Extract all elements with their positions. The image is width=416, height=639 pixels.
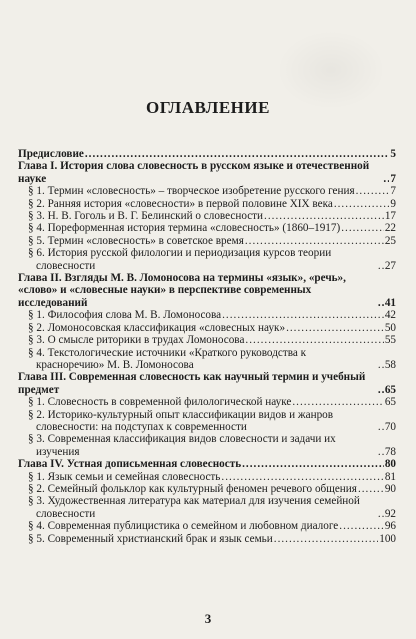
dot-leader — [242, 458, 384, 470]
dot-leader — [274, 533, 378, 545]
toc-entry-section — [18, 347, 396, 372]
toc-entry-text: Глава IV. Устная дописьменная словесность — [18, 458, 242, 471]
toc-entry-page: 55 — [384, 334, 396, 347]
toc-entry-page: 96 — [384, 520, 396, 533]
toc-entry-text: § 3. Современная классификация видов словесности и задачи их изучения — [28, 433, 336, 458]
dot-leader — [378, 446, 384, 458]
toc-entry-page: 65 — [384, 396, 396, 409]
dot-leader — [356, 185, 390, 197]
toc-entry-section — [18, 433, 396, 458]
page-title: ОГЛАВЛЕНИЕ — [146, 98, 270, 117]
toc-entry-text: § 2. Ранняя история «словесности» в первой половине XIX века — [28, 197, 333, 210]
toc-entry-page: 42 — [384, 309, 396, 322]
toc-entry-text: § 2. Историко-культурный опыт классификации видов и жанров словесности: на подступах к современности — [28, 408, 334, 433]
toc-entry-section — [18, 533, 396, 545]
toc-entry-section — [18, 222, 396, 234]
dot-leader — [286, 322, 384, 334]
table-of-contents — [18, 148, 396, 545]
toc-entry-section — [18, 520, 396, 532]
dot-leader — [221, 471, 383, 483]
toc-entry-page: 27 — [384, 259, 396, 272]
toc-entry-text: Глава III. Современная словесность как научный термин и учебный предмет — [18, 371, 366, 396]
toc-entry-text: § 1. Словесность в современной филологической науке — [28, 396, 292, 409]
dot-leader — [341, 222, 384, 234]
toc-entry-section — [18, 185, 396, 197]
toc-entry-page: 70 — [384, 420, 396, 433]
toc-entry-section — [18, 198, 396, 210]
toc-entry-text: § 1. Философия слова М. В. Ломоносова — [28, 309, 222, 322]
toc-entry-section — [18, 471, 396, 483]
toc-entry-section — [18, 235, 396, 247]
toc-entry-page: 65 — [384, 383, 396, 396]
toc-entry-text: § 1. Язык семьи и семейная словесность — [28, 470, 221, 483]
dot-leader — [334, 198, 390, 210]
toc-entry-page: 92 — [384, 507, 396, 520]
toc-entry-text: § 4. Текстологические источники «Краткого руководства к красноречию» М. В. Ломоносова — [28, 346, 307, 371]
toc-entry-page: 7 — [390, 185, 396, 198]
toc-entry-page: 25 — [384, 234, 396, 247]
toc-entry-preface — [18, 148, 396, 160]
toc-entry-text: § 5. Современный христианский брак и язык семьи — [28, 532, 273, 545]
dot-leader — [378, 297, 384, 309]
toc-entry-text: Глава II. Взгляды М. В. Ломоносова на термины «язык», «речь», «слово» и «словесные науки» в перспективе современных исследований — [18, 272, 346, 309]
toc-entry-page: 9 — [390, 197, 396, 210]
toc-entry-section — [18, 409, 396, 434]
toc-entry-page: 81 — [384, 470, 396, 483]
toc-entry-section — [18, 247, 396, 272]
dot-leader — [378, 260, 384, 272]
dot-leader — [85, 148, 390, 160]
toc-entry-text: § 6. История русской филологии и периодизация курсов теории словесности — [28, 247, 332, 272]
toc-entry-page: 58 — [384, 358, 396, 371]
toc-entry-page: 50 — [384, 321, 396, 334]
toc-entry-text: § 3. Н. В. Гоголь и В. Г. Белинский о словесности — [28, 210, 264, 223]
toc-entry-page: 7 — [390, 172, 396, 185]
toc-entry-text: § 3. Художественная литература как материал для изучения семейной словесности — [28, 495, 360, 520]
toc-entry-chapter — [18, 272, 396, 309]
toc-entry-page: 90 — [384, 482, 396, 495]
toc-entry-section — [18, 309, 396, 321]
toc-entry-section — [18, 495, 396, 520]
toc-entry-text: § 3. О смысле риторики в трудах Ломоносова — [28, 334, 245, 347]
toc-entry-text: Глава I. История слова словесность в русском языке и отечественной науке — [18, 160, 370, 185]
page-number: 3 — [204, 611, 212, 626]
toc-entry-section — [18, 210, 396, 222]
toc-entry-section — [18, 322, 396, 334]
dot-leader — [245, 334, 383, 346]
toc-entry-text: § 1. Термин «словесность» – творческое изобретение русского гения — [28, 185, 355, 198]
toc-entry-page: 80 — [384, 458, 396, 471]
toc-entry-text: § 4. Пореформенная история термина «словесность» (1860–1917) — [28, 222, 341, 235]
toc-entry-text: Предисловие — [18, 148, 84, 160]
dot-leader — [378, 359, 384, 371]
toc-entry-chapter — [18, 371, 396, 396]
dot-leader — [378, 421, 384, 433]
dot-leader — [245, 235, 384, 247]
dot-leader — [292, 396, 383, 408]
dot-leader — [383, 173, 389, 185]
dot-leader — [358, 483, 384, 495]
toc-entry-page: 41 — [384, 296, 396, 309]
toc-entry-text: § 4. Современная публицистика о семейном и любовном диалоге — [28, 520, 339, 533]
toc-entry-section — [18, 396, 396, 408]
dot-leader — [264, 210, 384, 222]
dot-leader — [378, 508, 384, 520]
toc-entry-page: 17 — [384, 210, 396, 223]
dot-leader — [378, 384, 384, 396]
toc-entry-text: § 5. Термин «словесность» в советское время — [28, 234, 244, 247]
dot-leader — [222, 309, 384, 321]
toc-entry-text: § 2. Ломоносовская классификация «словесных наук» — [28, 321, 286, 334]
toc-entry-chapter — [18, 458, 396, 470]
toc-entry-page: 100 — [379, 532, 396, 545]
dot-leader — [339, 520, 384, 532]
toc-entry-chapter — [18, 160, 396, 185]
toc-entry-page: 78 — [384, 445, 396, 458]
toc-entry-page: 22 — [384, 222, 396, 235]
toc-entry-section — [18, 334, 396, 346]
toc-entry-page: 5 — [390, 148, 396, 160]
toc-entry-text: § 2. Семейный фольклор как культурный феномен речевого общения — [28, 482, 357, 495]
toc-entry-section — [18, 483, 396, 495]
